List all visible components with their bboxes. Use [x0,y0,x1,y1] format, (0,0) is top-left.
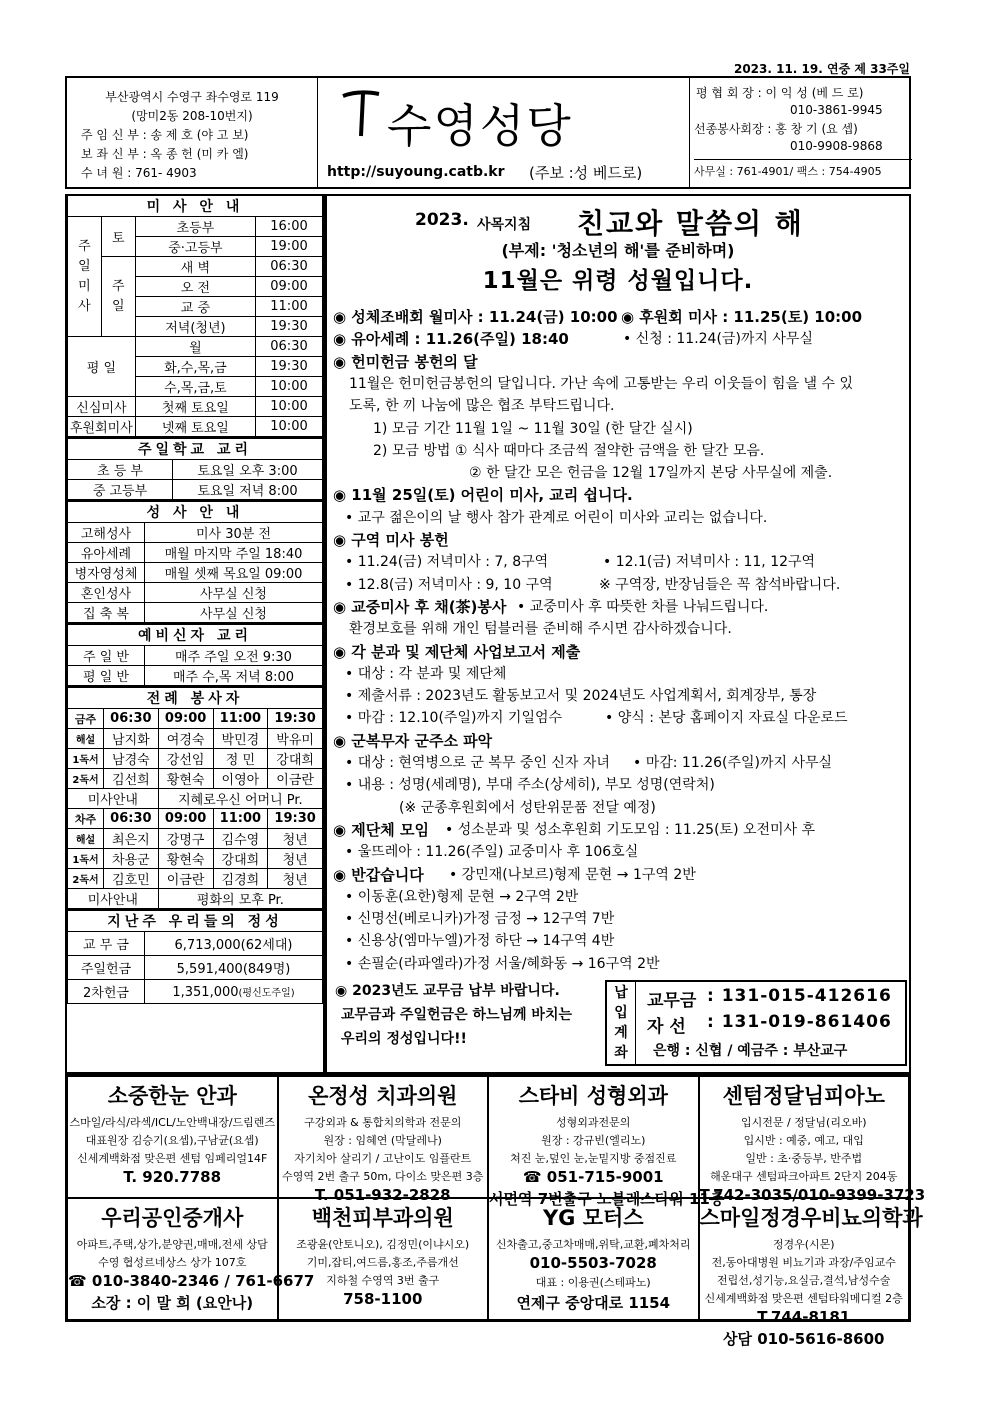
mass-name: 화,수,목,금 [135,357,255,377]
row-label: 2차헌금 [68,980,145,1004]
ad-line: 해운대구 센텀파크아파트 2단지 204동 [710,1170,898,1183]
mass-name: 중·고등부 [135,237,255,257]
announcement-heading: ◉ 구역 미사 봉헌 [333,531,449,549]
announcement-heading: ◉ 교중미사 후 채(茶)봉사 [333,597,507,616]
row-value: 매월 마지막 주일 18:40 [145,543,323,563]
announcement-text: • 울뜨레아 : 11.26(주일) 교중미사 후 106호실 [345,844,639,861]
role-label: 해설 [68,729,104,749]
ad-box [488,1198,699,1320]
announcement-text: ※ 구역장, 반장님들은 꼭 참석바랍니다. [599,576,841,593]
left-column [65,194,325,1074]
announcement-text: (※ 군종후원회에서 성탄위문품 전달 예정) [399,799,656,816]
ad-line: T. 051-932-2828 [314,1186,451,1204]
row-label: 병자영성체 [68,563,145,583]
announcement-text: • 이동훈(요한)형제 문현 → 2구역 2반 [345,888,579,905]
volunteer-name: 김선희 [104,769,159,789]
dues-note-2: 교무금과 주일헌금은 하느님께 바치는 [341,1007,573,1023]
ad-box [67,1076,278,1198]
time-header: 09:00 [158,709,213,729]
row-value: 사무실 신청 [145,583,323,603]
volunteer-name: 이금란 [158,869,213,889]
time-header: 19:30 [268,709,323,729]
mass-name: 초등부 [135,217,255,237]
ad-line: 전,동아대병원 비뇨기과 과장/주임교수 [711,1256,896,1269]
mass-time: 09:00 [256,277,323,297]
announcement-text: 도록, 한 끼 나눔에 많은 협조 부탁드립니다. [349,398,615,415]
logo-text: 수영성당 [387,99,573,153]
mass-intention-label: 미사안내 [68,789,159,809]
ad-line: 지하철 수영역 3번 출구 [326,1274,440,1287]
ad-title: 백천피부과의원 [311,1206,454,1230]
time-header: 06:30 [104,809,159,829]
council-chair: 평 협 회 장 : 이 익 성 (베 드 로) [696,86,864,100]
row-label: 혼인성사 [68,583,145,603]
volunteer-name: 강대희 [268,749,323,769]
contacts [689,78,912,187]
announcement-heading: ◉ 반갑습니다 [333,865,424,884]
ad-line: 원장 : 강규빈(엘리노) [541,1134,646,1147]
ad-line: 기미,잡티,여드름,홍조,주름개선 [306,1256,459,1269]
ad-line: 소장 : 이 말 희 (요안나) [91,1294,254,1312]
ad-line: 대표원장 김승기(요셉),구남균(요셉) [85,1134,259,1147]
year: 2023. [415,210,469,230]
role-label: 1독서 [68,749,104,769]
ad-line: 조광윤(안토니오), 김정민(이냐시오) [296,1238,470,1251]
row-label: 주일헌금 [68,956,145,980]
announcement-text: • 교중미사 후 따뜻한 차를 나눠드립니다. [517,598,769,615]
announcement-text: • 제출서류 : 2023년도 활동보고서 및 2024년도 사업계획서, 회계장부, 통장 [345,688,817,705]
time-header: 19:30 [268,809,323,829]
address: 부산광역시 수영구 좌수영로 119 [105,90,279,104]
header [65,76,911,189]
policy-label: 사목지침 [477,217,532,233]
time-header: 11:00 [213,709,268,729]
convent: 수 녀 원 : 761- 4903 [81,166,197,180]
time-header: 09:00 [158,809,213,829]
ad-box [67,1198,315,1320]
ad-line: 서면역 7번출구 노블레스타워 11층 [489,1190,725,1208]
ad-line: 입시전문 / 정달님(리오바) [740,1116,867,1129]
mass-time: 19:30 [256,357,323,377]
role-label: 해설 [68,829,104,849]
sunday-school-table [67,437,323,500]
ad-line: T.744-8181 [757,1308,851,1326]
time-header: 11:00 [213,809,268,829]
mass-intention: 평화의 모후 Pr. [158,889,322,909]
mass-intention: 지혜로우신 어머니 Pr. [158,789,322,809]
row-value: 매월 셋째 목요일 09:00 [145,563,323,583]
liturgy-title: 전례 봉사자 [68,687,323,709]
ad-line: 신차출고,중고차매매,위탁,교환,폐차처리 [495,1238,691,1251]
volunteer-name: 여경숙 [158,729,213,749]
time-header: 06:30 [104,709,159,729]
website-url[interactable]: http://suyoung.catb.kr [327,164,505,180]
mass-time: 11:00 [256,297,323,317]
announcement-heading: ◉ 후원회 미사 : 11.25(토) 10:00 [621,308,863,326]
ad-line: ☎ 051-715-9001 [522,1168,664,1186]
volunteer-name: 남지화 [104,729,159,749]
volunteer-name: 김경희 [213,869,268,889]
announcement-text: • 마감: 11.26(주일)까지 사무실 [633,755,833,771]
volunteer-name: 청년 [268,869,323,889]
mass-time: 06:30 [256,337,323,357]
announcement-heading: ◉ 각 분과 및 제단체 사업보고서 제출 [333,642,581,661]
volunteer-name: 강선임 [158,749,213,769]
mass-name: 새 벽 [135,257,255,277]
mission-phone: 010-9908-9868 [790,139,883,153]
ad-box [699,1076,926,1204]
mass-time: 10:00 [256,397,323,417]
mass-time: 10:00 [256,377,323,397]
announcement-text: • 교구 젊은이의 날 행사 참가 관계로 어린이 미사와 교리는 없습니다. [345,509,768,526]
announcement-text: • 강민재(나보르)형제 문현 → 1구역 2반 [449,866,696,883]
announcement-text: • 대상 : 각 분과 및 제단체 [345,665,507,682]
ad-line: 상담 010-5616-8600 [723,1330,885,1348]
ad-line: 전립선,성기능,요실금,결석,남성수술 [717,1274,891,1287]
announcement-heading: ◉ 성체조배회 월미사 : 11.24(금) 10:00 [333,308,618,326]
ad-line: 자기치아 살리기 / 고난이도 임플란트 [294,1152,472,1165]
mass-name: 저녁(청년) [135,317,255,337]
account-label-text: 납입계좌 [614,985,628,1061]
headline: 친교와 말씀의 해 [577,207,804,240]
announcement-heading: ◉ 11월 25일(토) 어린이 미사, 교리 쉽니다. [333,486,633,505]
mass-name: 첫째 토요일 [135,397,255,417]
mission-chair: 선종봉사회장 : 홍 창 기 (요 셉) [694,122,858,136]
row-label: 고해성사 [68,523,145,543]
bank-info: 은행 : 신협 / 예금주 : 부산교구 [653,1043,848,1059]
pastor: 주 임 신 부 : 송 제 호 (야 고 보) [81,128,249,142]
role-label: 2독서 [68,869,104,889]
volunteer-name: 최은지 [104,829,159,849]
mass-time: 19:30 [256,317,323,337]
mass-time: 06:30 [256,257,323,277]
row-label: 초 등 부 [68,460,173,480]
mass-name: 월 [135,337,255,357]
liturgy-table [67,686,323,909]
volunteer-name: 차용군 [104,849,159,869]
ad-box [699,1198,923,1348]
council-phone: 010-3861-9945 [790,103,883,117]
dues-note-1: ◉ 2023년도 교무금 납부 바랍니다. [335,983,560,999]
ad-line: 일반 : 초·중등부, 반주법 [745,1152,863,1165]
account-2-number: : 131-019-861406 [707,1012,892,1032]
dues-note-3: 우리의 정성입니다!! [341,1031,467,1047]
ad-line: 정경우(시몬) [772,1238,835,1251]
catechumen-table [67,623,323,686]
ad-box [278,1076,489,1204]
ad-line: 신세계백화점 맞은편 센텀 임페리얼14F [77,1152,268,1165]
row-label: 집 축 복 [68,603,145,623]
announcement-text: • 마감 : 12.10(주일)까지 기일엄수 [345,710,563,727]
announcement-text: • 11.24(금) 저녁미사 : 7, 8구역 [345,554,549,571]
issue-date: 2023. 11. 19. 연중 제 33주일 [733,62,910,76]
ad-line: ☎ 010-3840-2346 / 761-6677 [68,1272,315,1290]
mass-time: 19:00 [256,237,323,257]
announcement-text: 1) 모금 기간 11월 1일 ~ 11월 30일 (한 달간 실시) [373,420,693,437]
sunday-mass-label: 주 일 미 사 [68,217,102,337]
announcement-text: • 손필순(라파엘라)가정 서울/혜화동 → 16구역 2반 [345,955,660,972]
account-box [605,980,907,1066]
ad-box [488,1076,725,1208]
ad-title: 소중한눈 안과 [107,1084,237,1108]
volunteer-name: 박유미 [268,729,323,749]
cross-logo-icon [339,88,385,140]
volunteer-name: 이영아 [213,769,268,789]
row-value: 6,713,000(62세대) [145,932,323,956]
announcement-text: • 양식 : 본당 홈페이지 자료실 다운로드 [605,710,848,727]
mass-time: 10:00 [256,417,323,437]
address-detail: (망미2동 208-10번지) [131,109,253,123]
row-label: 교 무 금 [68,932,145,956]
ad-line: 010-5503-7028 [529,1254,657,1272]
announcement-text: • 신청 : 11.24(금)까지 사무실 [623,331,813,348]
offering-note: (평신도주일) [238,987,295,999]
ad-line: 쳐진 눈,덮인 눈,눈밑지방 중점진료 [510,1152,677,1165]
catechumen-title: 예비신자 교리 [68,624,323,646]
row-label: 주 일 반 [68,646,145,666]
row-value: 매주 수,목 저녁 8:00 [145,666,323,686]
ad-line: 연제구 중앙대로 1154 [516,1294,671,1312]
mass-name: 오 전 [135,277,255,297]
ad-line: 대표 : 이용권(스테파노) [535,1276,651,1289]
mass-schedule-table [67,196,323,437]
announcement-text: • 신명선(베로니카)가정 금정 → 12구역 7반 [345,911,615,928]
ad-line: T. 920.7788 [123,1168,222,1186]
volunteer-name: 청년 [268,849,323,869]
ads-section [65,1074,926,1348]
ad-line: 758-1100 [343,1290,423,1308]
mass-title: 미 사 안 내 [68,196,323,217]
weekday-label: 평 일 [68,337,136,397]
row-value: 사무실 신청 [145,603,323,623]
account-label [607,982,636,1064]
sacraments-title: 성 사 안 내 [68,501,323,523]
ad-box [278,1198,489,1320]
announcement-text: • 12.8(금) 저녁미사 : 9, 10 구역 [345,576,553,593]
volunteer-name: 청년 [268,829,323,849]
account-1-label: 교무금 [647,991,697,1011]
volunteer-name: 황현숙 [158,849,213,869]
row-value: 매주 주일 오전 9:30 [145,646,323,666]
ad-title: 온정성 치과의원 [308,1084,458,1108]
volunteer-name: 김수영 [213,829,268,849]
week-label: 차주 [68,809,104,829]
mass-name: 교 중 [135,297,255,317]
office-contact: 사무실 : 761-4901/ 팩스 : 754-4905 [694,159,912,179]
announcement-heading: ◉ 헌미헌금 봉헌의 달 [333,352,478,371]
mass-label: 후원회미사 [68,417,136,437]
ad-line: 구강외과 & 통합치의학과 전문의 [304,1116,462,1129]
account-2-label: 자 선 [647,1017,686,1037]
ad-line: T.742-3035/010-9399-3723 [699,1186,926,1204]
announcement-text: • 대상 : 현역병으로 군 복무 중인 신자 자녀 [345,755,610,771]
announcement-text: 2) 모금 방법 ① 식사 때마다 조금씩 절약한 금액을 한 달간 모음. [373,442,765,459]
patron: (주보 :성 베드로) [529,164,643,182]
offerings-title: 지난주 우리들의 정성 [68,910,323,932]
announcement-text: • 12.1(금) 저녁미사 : 11, 12구역 [603,554,816,571]
row-value: 5,591,400(849명) [145,956,323,980]
ad-line: 아파트,주택,상가,분양권,매매,전세 상담 [76,1238,268,1251]
assistant-priest: 보 좌 신 부 : 옥 종 헌 (미 카 엘) [81,147,249,161]
logo-area [319,78,679,187]
role-label: 1독서 [68,849,104,869]
ad-title: 스마일정경우비뇨의학과 [699,1206,923,1230]
announcement-text: ② 한 달간 모은 헌금을 12월 17일까지 본당 사무실에 제출. [469,465,833,482]
offerings-table [67,909,323,1004]
volunteer-name: 박민경 [213,729,268,749]
announcement-heading: ◉ 군복무자 군주소 파악 [333,731,493,750]
parish-info [67,78,318,187]
row-value [145,980,323,1004]
ad-line: 성형외과전문의 [556,1116,631,1129]
volunteer-name: 황현숙 [158,769,213,789]
sunday-school-title: 주일학교 교리 [68,438,323,460]
announcement-text: • 신용상(엠마누엘)가정 하단 → 14구역 4반 [345,933,615,950]
subtitle: (부제: '청소년의 해'를 준비하며) [501,241,735,260]
mass-name: 수,목,금,토 [135,377,255,397]
mass-name: 넷째 토요일 [135,417,255,437]
volunteer-name: 이금란 [268,769,323,789]
sunday-label: 주 일 [101,257,135,337]
announcement-heading: ◉ 유아세례 : 11.26(주일) 18:40 [333,330,569,349]
mass-intention-label: 미사안내 [68,889,159,909]
announcement-heading: ◉ 제단체 모임 [333,820,429,839]
ad-line: 입시반 : 예중, 예고, 대입 [743,1134,864,1147]
announcement-text: • 내용 : 성명(세례명), 부대 주소(상세히), 부모 성명(연락처) [345,777,715,794]
row-value: 토요일 저녁 8:00 [173,480,323,500]
role-label: 2독서 [68,769,104,789]
offering-amount: 1,351,000 [172,984,239,1000]
mass-time: 16:00 [256,217,323,237]
row-label: 평 일 반 [68,666,145,686]
sacraments-table [67,500,323,623]
ad-title: 우리공인중개사 [101,1206,244,1230]
account-1-number: : 131-015-412616 [707,986,892,1006]
announcement-text: 11월은 헌미헌금봉헌의 달입니다. 가난 속에 고통받는 우리 이웃들이 힘을 낼 수 있 [349,375,853,392]
row-label: 중 고등부 [68,480,173,500]
mass-label: 신심미사 [68,397,136,417]
ad-line: 신세계백화점 맞은편 센텀타워메디컬 2층 [704,1292,903,1305]
volunteer-name: 김호민 [104,869,159,889]
volunteer-name: 남경숙 [104,749,159,769]
row-value: 토요일 오후 3:00 [173,460,323,480]
volunteer-name: 정 민 [213,749,268,769]
row-label: 유아세례 [68,543,145,563]
main-column [325,194,911,1074]
week-label: 금주 [68,709,104,729]
ad-title: YG 모터스 [542,1206,644,1230]
saturday-label: 토 [101,217,135,257]
ad-line: 수영 협성르네상스 상가 107호 [98,1256,247,1269]
announcement-text: 환경보호를 위해 개인 텀블러를 준비해 주시면 감사하겠습니다. [349,621,732,638]
row-value: 미사 30분 전 [145,523,323,543]
ad-title: 스타비 성형외과 [518,1084,668,1108]
ad-line: 수영역 2번 출구 50m, 다이소 맞은편 3층 [282,1170,484,1183]
ad-title: 센텀정달님피아노 [722,1084,885,1108]
volunteer-name: 강명구 [158,829,213,849]
announcement-text: • 성소분과 및 성소후원회 기도모임 : 11.25(토) 오전미사 후 [445,821,816,838]
month-title: 11월은 위령 성월입니다. [482,268,754,294]
ad-line: 원장 : 임혜연 (막달레나) [323,1134,442,1147]
volunteer-name: 강대희 [213,849,268,869]
ad-line: 스마일/라식/라섹/ICL/노안백내장/드림렌즈 [69,1116,276,1129]
